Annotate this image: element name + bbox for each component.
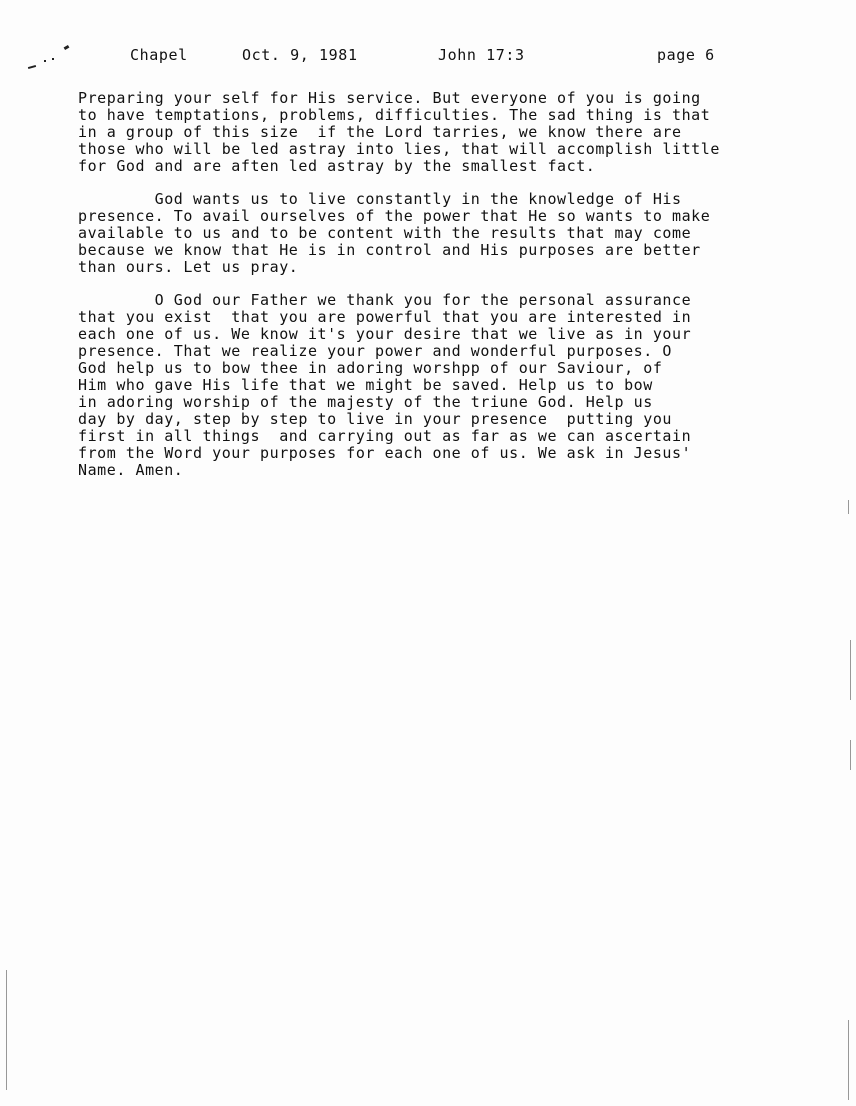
text-line: available to us and to be content with the results that may come xyxy=(78,224,692,242)
document-body xyxy=(78,90,778,495)
text-line: presence. To avail ourselves of the power that He so wants to make xyxy=(78,207,711,225)
text-line: God help us to bow thee in adoring worshpp of our Saviour, of xyxy=(78,359,663,377)
scan-edge-mark xyxy=(6,970,7,1090)
scan-edge-mark xyxy=(848,500,849,514)
page-header xyxy=(0,46,856,66)
text-line: to have temptations, problems, difficulties. The sad thing is that xyxy=(78,106,711,124)
text-line: from the Word your purposes for each one of us. We ask in Jesus' xyxy=(78,444,692,462)
text-line: day by day, step by step to live in your presence putting you xyxy=(78,410,673,428)
text-line: in adoring worship of the majesty of the triune God. Help us xyxy=(78,393,653,411)
text-line: God wants us to live constantly in the knowledge of His xyxy=(78,190,682,208)
header-section: Chapel xyxy=(130,46,188,64)
scan-edge-mark xyxy=(850,640,851,700)
text-line: because we know that He is in control and His purposes are better xyxy=(78,241,701,259)
text-line: those who will be led astray into lies, that will accomplish little xyxy=(78,140,720,158)
header-date: Oct. 9, 1981 xyxy=(242,46,358,64)
paragraph xyxy=(78,191,778,276)
text-line: that you exist that you are powerful that you are interested in xyxy=(78,308,692,326)
text-line: Preparing your self for His service. But everyone of you is going xyxy=(78,89,701,107)
scan-edge-mark xyxy=(850,740,851,770)
text-line: each one of us. We know it's your desire that we live as in your xyxy=(78,325,692,343)
header-page-number: page 6 xyxy=(657,46,715,64)
text-line: presence. That we realize your power and wonderful purposes. O xyxy=(78,342,673,360)
text-line: first in all things and carrying out as far as we can ascertain xyxy=(78,427,692,445)
paragraph xyxy=(78,292,778,479)
text-line: Him who gave His life that we might be saved. Help us to bow xyxy=(78,376,653,394)
text-line: Name. Amen. xyxy=(78,461,184,479)
paragraph xyxy=(78,90,778,175)
scan-edge-mark xyxy=(848,1020,849,1100)
text-line: than ours. Let us pray. xyxy=(78,258,299,276)
text-line: O God our Father we thank you for the personal assurance xyxy=(78,291,692,309)
text-line: for God and are aften led astray by the smallest fact. xyxy=(78,157,596,175)
header-scripture-reference: John 17:3 xyxy=(438,46,525,64)
text-line: in a group of this size if the Lord tarries, we know there are xyxy=(78,123,682,141)
